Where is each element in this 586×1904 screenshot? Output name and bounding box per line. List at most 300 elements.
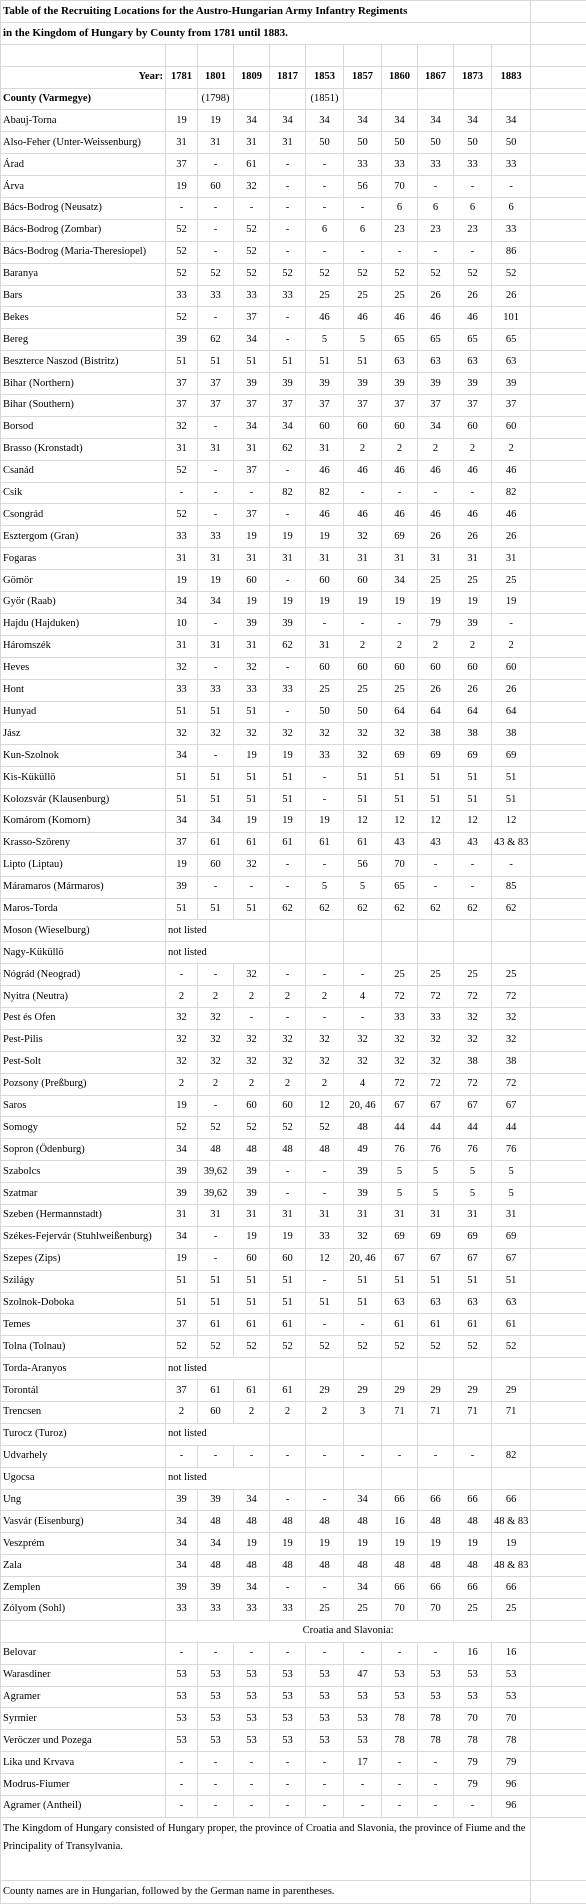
regiment-cell-1857: - — [344, 1007, 382, 1029]
regiment-cell-1867: 25 — [418, 570, 454, 592]
empty-cell — [531, 1051, 586, 1073]
regiment-cell-1857: 60 — [344, 416, 382, 438]
empty-cell — [270, 920, 306, 942]
county-row — [1, 1139, 586, 1161]
regiment-cell-1883: 33 — [492, 154, 531, 176]
regiment-cell-1853: 51 — [306, 351, 344, 373]
empty-cell — [344, 1358, 382, 1380]
empty-cell — [418, 1358, 454, 1380]
regiment-cell-1873: 39 — [454, 613, 492, 635]
regiment-cell-1817: 33 — [270, 1599, 306, 1621]
regiment-cell-1883: 70 — [492, 1708, 531, 1730]
county-name: Syrmier — [1, 1708, 166, 1730]
regiment-cell-1867: 72 — [418, 1073, 454, 1095]
not-listed-note: not listed — [166, 1467, 270, 1489]
county-name: Zemplen — [1, 1577, 166, 1599]
county-row — [1, 1117, 586, 1139]
regiment-cell-1860: 5 — [382, 1161, 418, 1183]
empty-cell — [531, 613, 586, 635]
regiment-cell-1853: 39 — [306, 373, 344, 395]
regiment-cell-1781: 33 — [166, 285, 198, 307]
county-name: Csanád — [1, 460, 166, 482]
regiment-cell-1873: 12 — [454, 810, 492, 832]
county-row — [1, 1161, 586, 1183]
regiment-cell-1883: 51 — [492, 767, 531, 789]
regiment-cell-1883: 32 — [492, 1029, 531, 1051]
regiment-cell-1781: 34 — [166, 1226, 198, 1248]
empty-cell — [382, 1358, 418, 1380]
croatia-county-row — [1, 1708, 586, 1730]
regiment-cell-1809: 61 — [234, 1314, 270, 1336]
regiment-cell-1867: 38 — [418, 723, 454, 745]
regiment-cell-1857: 60 — [344, 570, 382, 592]
regiment-cell-1857: - — [344, 198, 382, 220]
year-header-1781: 1781 — [166, 66, 198, 88]
regiment-cell-1883: 12 — [492, 810, 531, 832]
regiment-cell-1857: 31 — [344, 1204, 382, 1226]
regiment-cell-1801: - — [198, 460, 234, 482]
regiment-cell-1857: 32 — [344, 1226, 382, 1248]
regiment-cell-1809: - — [234, 876, 270, 898]
regiment-cell-1860: 51 — [382, 1270, 418, 1292]
regiment-cell-1873: 19 — [454, 592, 492, 614]
regiment-cell-1817: - — [270, 701, 306, 723]
regiment-cell-1781: 52 — [166, 1117, 198, 1139]
regiment-cell-1857: 17 — [344, 1752, 382, 1774]
regiment-cell-1873: 25 — [454, 964, 492, 986]
regiment-cell-1817: - — [270, 1752, 306, 1774]
regiment-cell-1857: 34 — [344, 1577, 382, 1599]
regiment-cell-1853: - — [306, 241, 344, 263]
empty-cell — [454, 1423, 492, 1445]
regiment-cell-1860: 52 — [382, 263, 418, 285]
county-row — [1, 504, 586, 526]
regiment-cell-1860: 33 — [382, 154, 418, 176]
regiment-cell-1873: 53 — [454, 1686, 492, 1708]
regiment-cell-1809: 61 — [234, 154, 270, 176]
regiment-cell-1883: 2 — [492, 438, 531, 460]
regiment-cell-1801: 31 — [198, 132, 234, 154]
regiment-cell-1860: - — [382, 1796, 418, 1818]
county-row — [1, 285, 586, 307]
empty-cell — [382, 920, 418, 942]
section-header-row — [1, 1620, 586, 1642]
regiment-cell-1860: 46 — [382, 460, 418, 482]
empty-cell — [306, 920, 344, 942]
county-name: Agramer — [1, 1686, 166, 1708]
regiment-cell-1873: 64 — [454, 701, 492, 723]
empty-cell — [344, 1423, 382, 1445]
county-name: Temes — [1, 1314, 166, 1336]
empty-cell — [531, 789, 586, 811]
county-name: Lipto (Liptau) — [1, 854, 166, 876]
regiment-cell-1809: 60 — [234, 1095, 270, 1117]
regiment-cell-1857: - — [344, 1314, 382, 1336]
regiment-cell-1860: 39 — [382, 373, 418, 395]
regiment-cell-1883: 51 — [492, 789, 531, 811]
regiment-cell-1853: 12 — [306, 1248, 344, 1270]
regiment-cell-1857: 60 — [344, 657, 382, 679]
county-name: Warasdiner — [1, 1664, 166, 1686]
empty-cell — [531, 876, 586, 898]
empty-cell — [492, 920, 531, 942]
regiment-cell-1781: 39 — [166, 1161, 198, 1183]
regiment-cell-1873: 23 — [454, 219, 492, 241]
regiment-cell-1781: 34 — [166, 1533, 198, 1555]
regiment-cell-1860: 25 — [382, 964, 418, 986]
regiment-cell-1801: - — [198, 504, 234, 526]
county-row — [1, 1555, 586, 1577]
regiment-cell-1883: 53 — [492, 1686, 531, 1708]
regiment-cell-1809: 34 — [234, 1489, 270, 1511]
county-row — [1, 373, 586, 395]
county-name: Krasso-Szöreny — [1, 832, 166, 854]
regiment-cell-1883: 25 — [492, 570, 531, 592]
regiment-cell-1801: 37 — [198, 373, 234, 395]
regiment-cell-1809: 51 — [234, 701, 270, 723]
regiment-cell-1867: 5 — [418, 1183, 454, 1205]
regiment-cell-1781: 51 — [166, 1270, 198, 1292]
regiment-cell-1801: 53 — [198, 1708, 234, 1730]
empty-cell — [418, 1423, 454, 1445]
regiment-cell-1817: - — [270, 964, 306, 986]
regiment-cell-1809: 37 — [234, 504, 270, 526]
regiment-cell-1867: 34 — [418, 110, 454, 132]
empty-cell — [531, 460, 586, 482]
regiment-cell-1860: 64 — [382, 701, 418, 723]
county-row — [1, 898, 586, 920]
regiment-cell-1817: 31 — [270, 1204, 306, 1226]
regiment-cell-1781: 39 — [166, 1577, 198, 1599]
regiment-cell-1781: - — [166, 1445, 198, 1467]
regiment-cell-1867: 66 — [418, 1489, 454, 1511]
empty-cell — [270, 1423, 306, 1445]
regiment-cell-1867: 65 — [418, 329, 454, 351]
not-listed-note: not listed — [166, 1358, 270, 1380]
regiment-cell-1853: 62 — [306, 898, 344, 920]
regiment-cell-1817: 53 — [270, 1708, 306, 1730]
regiment-cell-1809: 37 — [234, 307, 270, 329]
regiment-cell-1860: 72 — [382, 986, 418, 1008]
regiment-cell-1817: 51 — [270, 767, 306, 789]
regiment-cell-1867: - — [418, 1774, 454, 1796]
regiment-cell-1853: 19 — [306, 810, 344, 832]
empty-cell — [531, 657, 586, 679]
regiment-cell-1781: 33 — [166, 526, 198, 548]
county-row — [1, 154, 586, 176]
regiment-cell-1857: 50 — [344, 132, 382, 154]
county-row — [1, 176, 586, 198]
regiment-cell-1781: 53 — [166, 1686, 198, 1708]
regiment-cell-1817: - — [270, 241, 306, 263]
regiment-cell-1883: 19 — [492, 592, 531, 614]
county-row — [1, 1380, 586, 1402]
regiment-cell-1857: 25 — [344, 285, 382, 307]
regiment-cell-1860: 48 — [382, 1555, 418, 1577]
regiment-cell-1867: 67 — [418, 1248, 454, 1270]
regiment-cell-1801: 51 — [198, 789, 234, 811]
county-row — [1, 920, 586, 942]
regiment-cell-1809: 52 — [234, 1336, 270, 1358]
regiment-cell-1857: 61 — [344, 832, 382, 854]
regiment-cell-1860: 29 — [382, 1380, 418, 1402]
county-name: Kis-Küküllö — [1, 767, 166, 789]
regiment-cell-1781: 37 — [166, 154, 198, 176]
regiment-cell-1857: 52 — [344, 1336, 382, 1358]
regiment-cell-1801: - — [198, 1226, 234, 1248]
county-row — [1, 723, 586, 745]
regiment-cell-1857: 39 — [344, 373, 382, 395]
regiment-cell-1883: 19 — [492, 1533, 531, 1555]
regiment-cell-1857: 56 — [344, 854, 382, 876]
regiment-cell-1873: - — [454, 241, 492, 263]
regiment-cell-1867: 43 — [418, 832, 454, 854]
regiment-cell-1860: 51 — [382, 789, 418, 811]
regiment-cell-1883: 48 & 83 — [492, 1555, 531, 1577]
empty-cell — [270, 942, 306, 964]
regiment-cell-1817: 31 — [270, 548, 306, 570]
county-name: Szolnok-Doboka — [1, 1292, 166, 1314]
regiment-cell-1883: 69 — [492, 745, 531, 767]
regiment-cell-1883: 64 — [492, 701, 531, 723]
regiment-cell-1801: - — [198, 613, 234, 635]
empty-cell — [531, 307, 586, 329]
regiment-cell-1781: 52 — [166, 1336, 198, 1358]
county-name: Hajdu (Hajduken) — [1, 613, 166, 635]
regiment-cell-1873: 50 — [454, 132, 492, 154]
regiment-cell-1873: 51 — [454, 789, 492, 811]
empty-cell — [531, 66, 586, 88]
regiment-cell-1801: - — [198, 1095, 234, 1117]
regiment-cell-1867: 52 — [418, 1336, 454, 1358]
regiment-cell-1873: 62 — [454, 898, 492, 920]
county-row — [1, 1336, 586, 1358]
regiment-cell-1867: 76 — [418, 1139, 454, 1161]
empty-cell — [418, 920, 454, 942]
county-row — [1, 1051, 586, 1073]
regiment-cell-1781: 34 — [166, 592, 198, 614]
regiment-cell-1853: 19 — [306, 592, 344, 614]
regiment-cell-1781: 2 — [166, 986, 198, 1008]
regiment-cell-1781: 37 — [166, 395, 198, 417]
regiment-cell-1867: 5 — [418, 1161, 454, 1183]
regiment-cell-1817: 37 — [270, 395, 306, 417]
regiment-cell-1853: - — [306, 1796, 344, 1818]
county-row — [1, 832, 586, 854]
table-title-line-2: in the Kingdom of Hungary by County from 1781 until 1883. — [1, 22, 531, 44]
regiment-cell-1857: - — [344, 613, 382, 635]
regiment-cell-1817: 82 — [270, 482, 306, 504]
regiment-cell-1860: 78 — [382, 1730, 418, 1752]
regiment-cell-1883: 79 — [492, 1752, 531, 1774]
county-name: Hont — [1, 679, 166, 701]
regiment-cell-1860: 61 — [382, 1314, 418, 1336]
county-row — [1, 198, 586, 220]
regiment-cell-1809: 2 — [234, 1402, 270, 1424]
regiment-cell-1883: 38 — [492, 1051, 531, 1073]
regiment-cell-1781: - — [166, 964, 198, 986]
regiment-cell-1860: 33 — [382, 1007, 418, 1029]
empty-cell — [344, 920, 382, 942]
county-row — [1, 1489, 586, 1511]
county-name: Veröczer und Pozega — [1, 1730, 166, 1752]
regiment-cell-1817: - — [270, 154, 306, 176]
regiment-cell-1809: 33 — [234, 285, 270, 307]
county-name: Torda-Aranyos — [1, 1358, 166, 1380]
regiment-cell-1853: 46 — [306, 460, 344, 482]
regiment-cell-1801: - — [198, 241, 234, 263]
regiment-cell-1801: 52 — [198, 1117, 234, 1139]
regiment-cell-1817: 2 — [270, 1402, 306, 1424]
empty-cell — [166, 88, 198, 110]
regiment-cell-1873: 33 — [454, 154, 492, 176]
not-listed-note: not listed — [166, 1423, 270, 1445]
regiment-cell-1817: - — [270, 176, 306, 198]
county-row — [1, 1533, 586, 1555]
regiment-cell-1853: 31 — [306, 548, 344, 570]
county-name: Szilágy — [1, 1270, 166, 1292]
regiment-cell-1809: 32 — [234, 176, 270, 198]
regiment-cell-1809: 34 — [234, 329, 270, 351]
regiment-cell-1883: 43 & 83 — [492, 832, 531, 854]
regiment-cell-1853: 61 — [306, 832, 344, 854]
regiment-cell-1873: 69 — [454, 745, 492, 767]
regiment-cell-1873: 6 — [454, 198, 492, 220]
regiment-cell-1883: - — [492, 613, 531, 635]
county-column-header: County (Varmegye) — [1, 88, 166, 110]
regiment-cell-1809: 39 — [234, 613, 270, 635]
empty-cell — [344, 88, 382, 110]
regiment-cell-1809: 39 — [234, 373, 270, 395]
regiment-cell-1860: 31 — [382, 548, 418, 570]
empty-cell — [531, 1380, 586, 1402]
empty-cell — [382, 1423, 418, 1445]
regiment-cell-1860: 25 — [382, 679, 418, 701]
regiment-cell-1817: - — [270, 329, 306, 351]
regiment-cell-1817: 53 — [270, 1686, 306, 1708]
year-header-1817: 1817 — [270, 66, 306, 88]
regiment-cell-1860: 23 — [382, 219, 418, 241]
regiment-cell-1867: 39 — [418, 373, 454, 395]
regiment-cell-1873: 31 — [454, 548, 492, 570]
regiment-cell-1781: 39 — [166, 876, 198, 898]
county-row — [1, 1292, 586, 1314]
regiment-cell-1781: 52 — [166, 460, 198, 482]
regiment-cell-1853: 52 — [306, 1336, 344, 1358]
regiment-cell-1860: 63 — [382, 351, 418, 373]
regiment-cell-1801: 51 — [198, 1270, 234, 1292]
regiment-cell-1817: 62 — [270, 635, 306, 657]
regiment-cell-1883: 76 — [492, 1139, 531, 1161]
regiment-cell-1801: - — [198, 1248, 234, 1270]
county-name: Bács-Bodrog (Zombar) — [1, 219, 166, 241]
county-row — [1, 570, 586, 592]
regiment-cell-1801: - — [198, 1752, 234, 1774]
county-name: Csik — [1, 482, 166, 504]
regiment-cell-1817: 61 — [270, 1314, 306, 1336]
regiment-cell-1801: 48 — [198, 1139, 234, 1161]
regiment-cell-1801: 39 — [198, 1489, 234, 1511]
empty-cell — [531, 88, 586, 110]
regiment-cell-1817: - — [270, 1796, 306, 1818]
empty-cell — [306, 1423, 344, 1445]
regiment-cell-1873: 32 — [454, 1007, 492, 1029]
regiment-cell-1857: 39 — [344, 1183, 382, 1205]
empty-cell — [531, 570, 586, 592]
year-header-1801: 1801 — [198, 66, 234, 88]
regiment-cell-1817: - — [270, 657, 306, 679]
regiment-cell-1857: 51 — [344, 1270, 382, 1292]
empty-cell — [531, 285, 586, 307]
regiment-cell-1883: 44 — [492, 1117, 531, 1139]
regiment-cell-1853: 60 — [306, 657, 344, 679]
regiment-cell-1853: - — [306, 1445, 344, 1467]
empty-cell — [531, 1029, 586, 1051]
regiment-cell-1801: 51 — [198, 767, 234, 789]
county-row — [1, 592, 586, 614]
regiment-cell-1853: 50 — [306, 701, 344, 723]
regiment-cell-1809: 48 — [234, 1139, 270, 1161]
regiment-cell-1860: 51 — [382, 767, 418, 789]
regiment-cell-1857: 32 — [344, 1029, 382, 1051]
regiment-cell-1873: 26 — [454, 679, 492, 701]
regiment-cell-1781: 34 — [166, 810, 198, 832]
regiment-cell-1883: 26 — [492, 285, 531, 307]
regiment-cell-1883: 82 — [492, 1445, 531, 1467]
regiment-cell-1809: - — [234, 1642, 270, 1664]
regiment-cell-1860: 71 — [382, 1402, 418, 1424]
regiment-cell-1801: 60 — [198, 1402, 234, 1424]
county-row — [1, 876, 586, 898]
regiment-cell-1809: 51 — [234, 789, 270, 811]
regiment-cell-1809: 19 — [234, 526, 270, 548]
regiment-cell-1860: 66 — [382, 1577, 418, 1599]
regiment-cell-1883: 5 — [492, 1161, 531, 1183]
regiment-cell-1801: 51 — [198, 898, 234, 920]
croatia-county-row — [1, 1642, 586, 1664]
regiment-cell-1801: 52 — [198, 263, 234, 285]
regiment-cell-1873: 26 — [454, 285, 492, 307]
county-name: Ugocsa — [1, 1467, 166, 1489]
regiment-cell-1867: 2 — [418, 438, 454, 460]
regiment-cell-1860: 53 — [382, 1686, 418, 1708]
regiment-cell-1853: 46 — [306, 504, 344, 526]
regiment-cell-1873: 2 — [454, 438, 492, 460]
empty-cell — [531, 592, 586, 614]
county-row — [1, 1467, 586, 1489]
regiment-cell-1867: - — [418, 482, 454, 504]
regiment-cell-1801: 53 — [198, 1730, 234, 1752]
county-name: Szatmar — [1, 1183, 166, 1205]
regiment-cell-1781: 19 — [166, 110, 198, 132]
county-row — [1, 1007, 586, 1029]
regiment-cell-1809: - — [234, 1445, 270, 1467]
county-row — [1, 964, 586, 986]
regiment-cell-1860: - — [382, 1642, 418, 1664]
regiment-cell-1817: 51 — [270, 789, 306, 811]
year-header-1883: 1883 — [492, 66, 531, 88]
regiment-cell-1867: 32 — [418, 1029, 454, 1051]
county-row — [1, 460, 586, 482]
regiment-cell-1883: 96 — [492, 1774, 531, 1796]
regiment-cell-1867: 78 — [418, 1730, 454, 1752]
empty-cell — [454, 920, 492, 942]
regiment-cell-1817: 2 — [270, 1073, 306, 1095]
regiment-cell-1817: 52 — [270, 263, 306, 285]
regiment-cell-1853: 82 — [306, 482, 344, 504]
regiment-cell-1860: 25 — [382, 285, 418, 307]
regiment-cell-1873: - — [454, 854, 492, 876]
